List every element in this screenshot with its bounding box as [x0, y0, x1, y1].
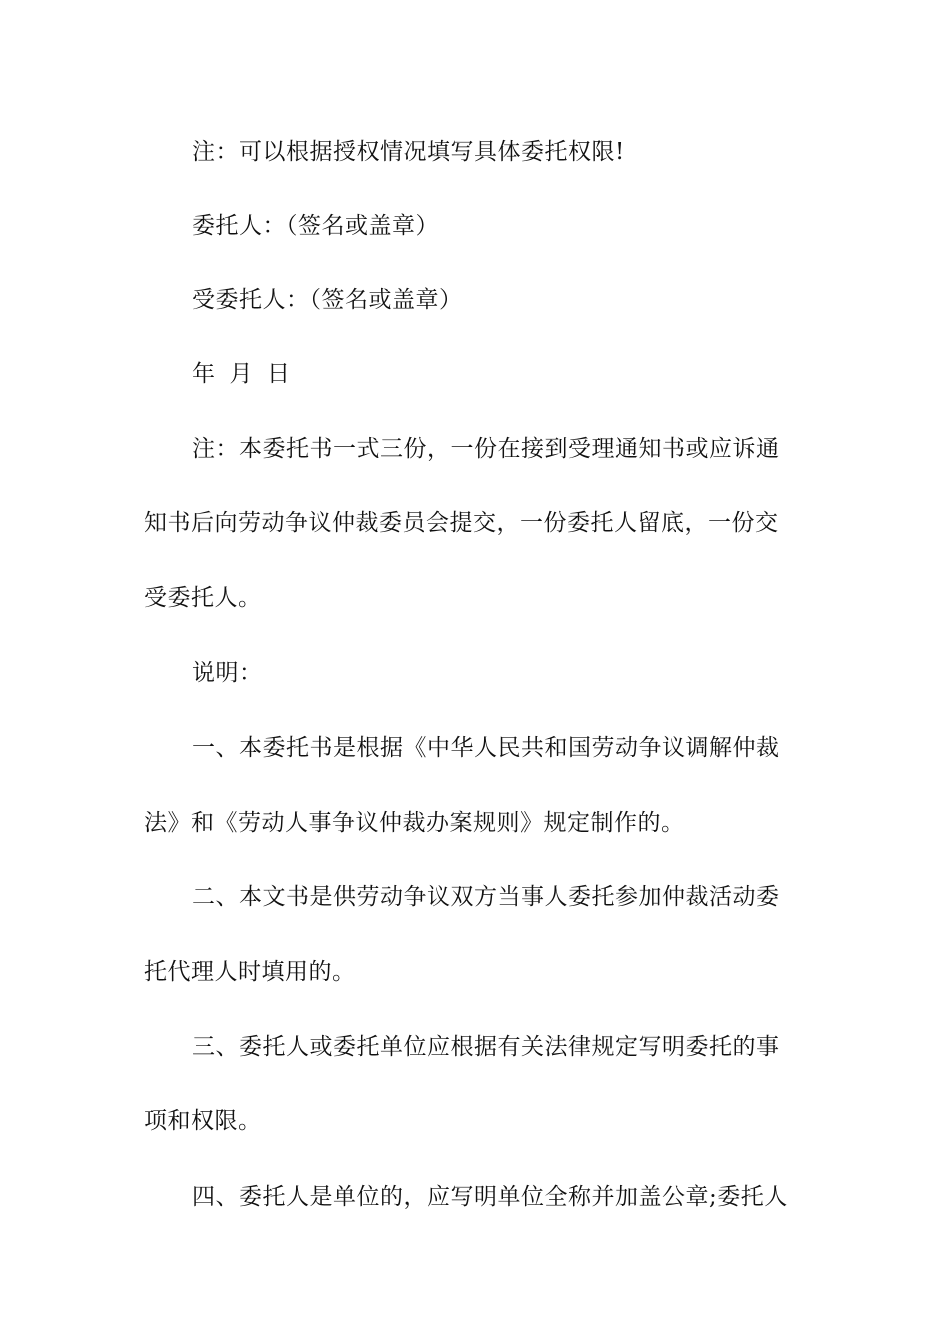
- copies-note-line-1: 注：本委托书一式三份，一份在接到受理通知书或应诉通: [192, 436, 780, 462]
- copies-note-line-2: 知书后向劳动争议仲裁委员会提交，一份委托人留底，一份交: [144, 510, 779, 536]
- copies-note-line-3: 受委托人。: [144, 585, 262, 611]
- explanation-item-2-line-1: 二、本文书是供劳动争议双方当事人委托参加仲裁活动委: [192, 884, 780, 910]
- date-day-label: 日: [267, 361, 291, 387]
- explanation-item-4-line-1: 四、委托人是单位的，应写明单位全称并加盖公章;委托人: [192, 1184, 788, 1210]
- note-authorization: 注：可以根据授权情况填写具体委托权限!: [192, 139, 625, 165]
- explanation-item-2-line-2: 托代理人时填用的。: [144, 959, 356, 985]
- date-year-label: 年: [192, 361, 216, 387]
- explanation-item-3-line-2: 项和权限。: [144, 1108, 262, 1134]
- explanation-item-1-line-2: 法》和《劳动人事争议仲裁办案规则》规定制作的。: [144, 810, 685, 836]
- principal-signature-line: 委托人：（签名或盖章）: [192, 213, 439, 239]
- explanation-heading: 说明：: [192, 660, 263, 686]
- explanation-item-1-line-1: 一、本委托书是根据《中华人民共和国劳动争议调解仲裁: [192, 735, 780, 761]
- date-line: [192, 359, 872, 389]
- agent-signature-line: 受委托人：（签名或盖章）: [192, 287, 463, 313]
- date-month-label: 月: [229, 361, 253, 387]
- explanation-item-3-line-1: 三、委托人或委托单位应根据有关法律规定写明委托的事: [192, 1034, 780, 1060]
